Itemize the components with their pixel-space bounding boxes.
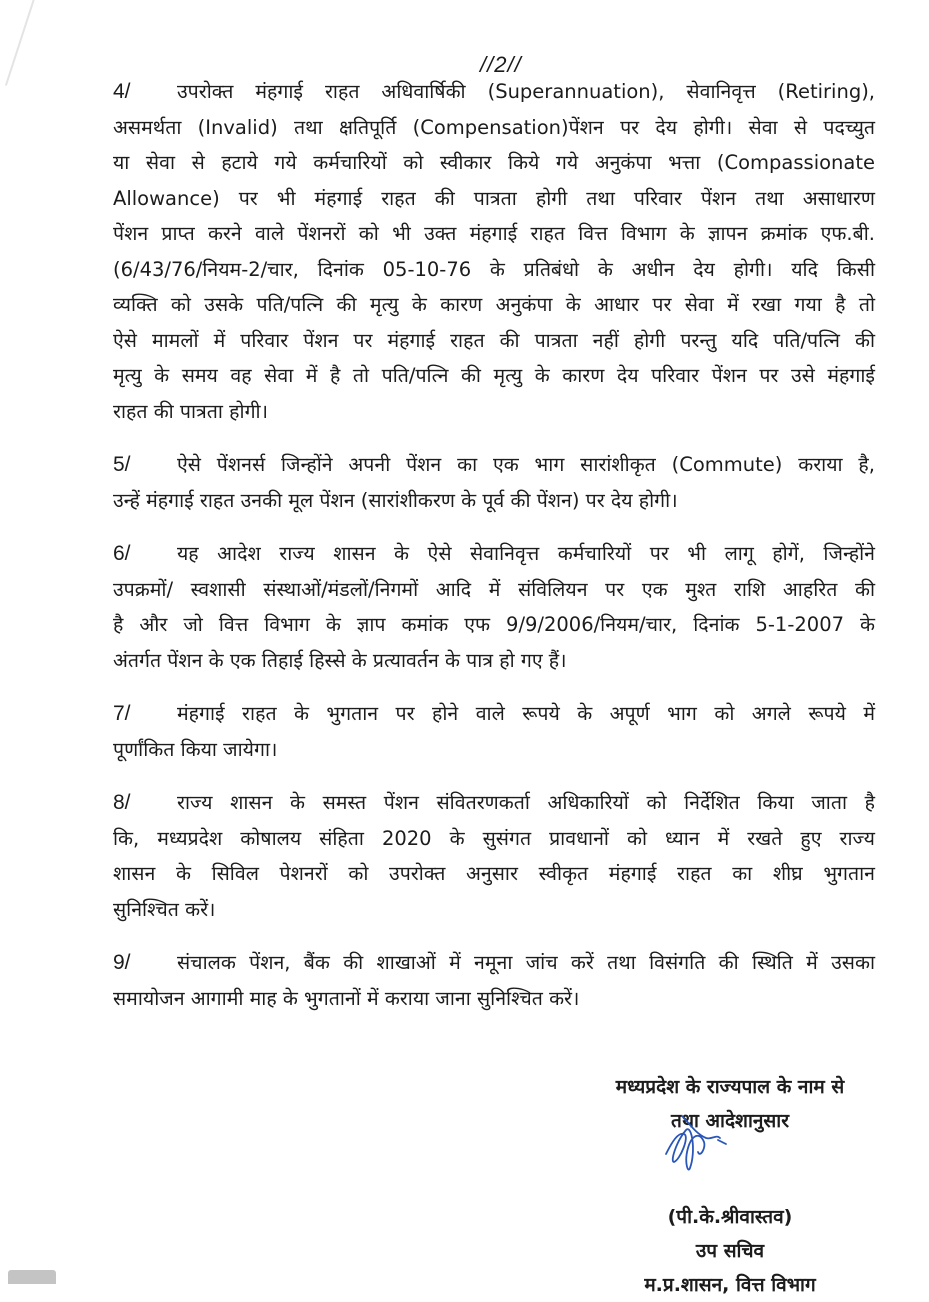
- signature-block: [560, 1070, 900, 1302]
- paragraph-line: Allowance) पर भी मंहगाई राहत की पात्रता होगी तथा परिवार पेंशन तथा असाधारण: [113, 186, 875, 210]
- paragraph-8: [113, 785, 875, 927]
- paragraph-line: उन्हें मंहगाई राहत उनकी मूल पेंशन (सारांशीकरण के पूर्व की पेंशन) पर देय होगी।: [113, 488, 678, 512]
- paragraph-line: शासन के सिविल पेशनरों को उपरोक्त अनुसार स्वीकृत मंहगाई राहत का शीघ्र भुगतान: [113, 862, 875, 885]
- paragraph-number: 9/: [113, 951, 131, 974]
- paragraph-line: मंहगाई राहत के भुगतान पर होने वाले रूपये के अपूर्ण भाग को अगले रूपये में: [177, 702, 875, 725]
- paragraph-line: राज्य शासन के समस्त पेंशन संवितरणकर्ता अधिकारियों को निर्देशित किया जाता है: [177, 791, 875, 814]
- paragraph-line: अंतर्गत पेंशन के एक तिहाई हिस्से के प्रत्यावर्तन के पात्र हो गए हैं।: [113, 648, 567, 672]
- paragraph-line: मृत्यु के समय वह सेवा में है तो पति/पत्नि की मृत्यु के कारण देय परिवार पेंशन पर उसे मंहगाई: [113, 364, 875, 387]
- paragraph-line: उपरोक्त मंहगाई राहत अधिवार्षिकी (Superannuation), सेवानिवृत्त (Retiring),: [177, 80, 875, 103]
- paragraph-9: [113, 945, 875, 1016]
- paragraph-number: 8/: [113, 791, 131, 814]
- paragraph-line: उपक्रमों/ स्वशासी संस्थाओं/मंडलों/निगमों आदि में संविलियन पर एक मुश्त राशि आहरित की: [113, 577, 875, 601]
- paragraph-line: सुनिश्चित करें।: [113, 897, 216, 921]
- page-number: //2//: [480, 52, 522, 77]
- paragraph-line: पूर्णांकित किया जायेगा।: [113, 737, 278, 761]
- authority-line: तथा आदेशानुसार: [671, 1110, 789, 1132]
- paragraph-line: असमर्थता (Invalid) तथा क्षतिपूर्ति (Compensation)पेंशन पर देय होगी। सेवा से पदच्युत: [113, 115, 875, 139]
- paragraph-line: ऐसे पेंशनर्स जिन्होंने अपनी पेंशन का एक भाग सारांशीकृत (Commute) कराया है,: [177, 453, 875, 476]
- paragraph-5: [113, 447, 875, 518]
- document-body: [113, 74, 875, 1016]
- paragraph-number: 4/: [113, 80, 131, 103]
- paragraph-6: [113, 536, 875, 678]
- paragraph-line: संचालक पेंशन, बैंक की शाखाओं में नमूना जांच करें तथा विसंगति की स्थिति में उसका: [177, 951, 875, 974]
- paragraph-line: कि, मध्यप्रदेश कोषालय संहिता 2020 के सुसंगत प्रावधानों को ध्यान में रखते हुए राज्य: [113, 826, 875, 850]
- signatory-department: म.प्र.शासन, वित्त विभाग: [644, 1274, 816, 1296]
- paragraph-line: है और जो वित्त विभाग के ज्ञाप कमांक एफ 9/9/2006/नियम/चार, दिनांक 5-1-2007 के: [113, 613, 875, 636]
- paragraph-4: [113, 74, 875, 429]
- paragraph-number: 7/: [113, 702, 131, 725]
- paragraph-number: 6/: [113, 542, 131, 565]
- paragraph-line: राहत की पात्रता होगी।: [113, 399, 268, 423]
- signatory-designation: उप सचिव: [695, 1240, 765, 1262]
- paragraph-line: यह आदेश राज्य शासन के ऐसे सेवानिवृत्त कर्मचारियों पर भी लागू होगें, जिन्होंने: [177, 542, 875, 565]
- paragraph-7: [113, 696, 875, 767]
- page-edge-shadow: [0, 0, 35, 86]
- paragraph-number: 5/: [113, 453, 131, 476]
- paragraph-line: समायोजन आगामी माह के भुगतानों में कराया जाना सुनिश्चित करें।: [113, 986, 580, 1010]
- authority-line: मध्यप्रदेश के राज्यपाल के नाम से: [615, 1076, 845, 1098]
- paragraph-line: या सेवा से हटाये गये कर्मचारियों को स्वीकार किये गये अनुकंपा भत्ता (Compassionate: [113, 151, 875, 174]
- paragraph-line: ऐसे मामलों में परिवार पेंशन पर मंहगाई राहत की पात्रता नहीं होगी परन्तु यदि पति/पत्नि की: [113, 328, 875, 352]
- handwritten-signature-icon: [660, 1112, 740, 1182]
- paragraph-line: व्यक्ति को उसके पति/पत्नि की मृत्यु के कारण अनुकंपा के आधार पर सेवा में रखा गया है तो: [113, 293, 875, 316]
- signatory-name: (पी.के.श्रीवास्तव): [667, 1206, 793, 1228]
- paragraph-line: (6/43/76/नियम-2/चार, दिनांक 05-10-76 के प्रतिबंधो के अधीन देय होगी। यदि किसी: [113, 257, 875, 281]
- page-corner-tab: [8, 1270, 56, 1284]
- paragraph-line: पेंशन प्राप्त करने वाले पेंशनरों को भी उक्त मंहगाई राहत वित्त विभाग के ज्ञापन क्रमांक एफ.बी.: [113, 222, 875, 245]
